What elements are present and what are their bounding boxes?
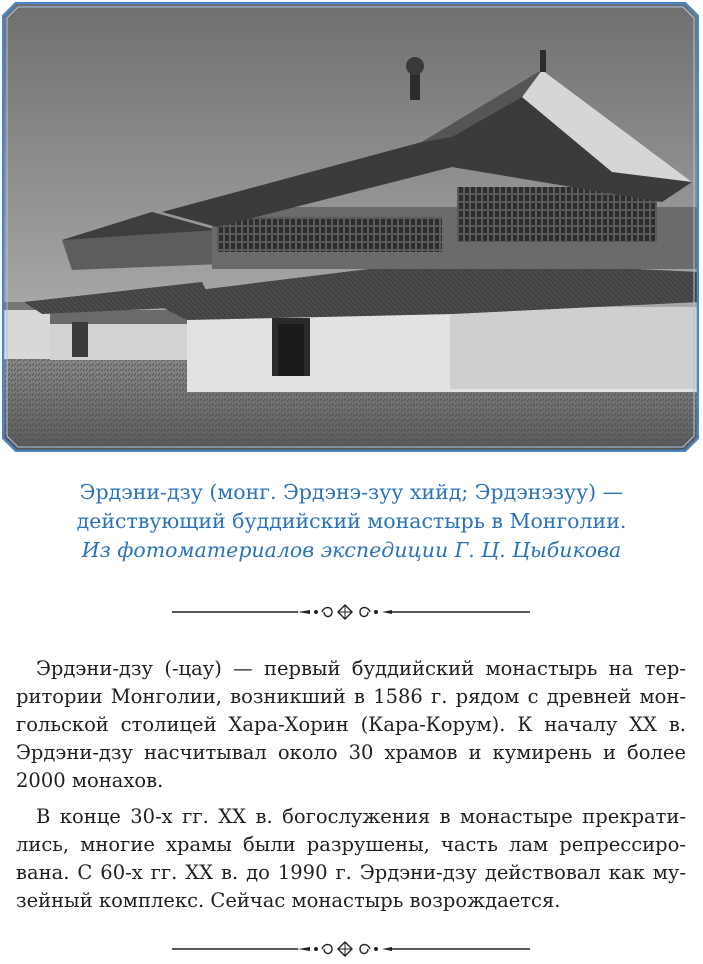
caption-line-1: Эрдэни-дзу (монг. Эрдэнэ-зуу хийд; Эрдэнэзуу) — bbox=[79, 480, 624, 504]
caption-line-2: действующий буддийский монастырь в Монголии. bbox=[76, 509, 627, 533]
ornamental-divider-bottom bbox=[170, 938, 532, 960]
article-body bbox=[16, 655, 686, 921]
monastery-photo bbox=[2, 2, 699, 452]
paragraph-1: Эрдэни-дзу (-цау) — первый буддийский монастырь на территории Монголии, возникший в 1586 г. рядом с древней монгольской столицей Хара-Хорин (Кара-Корум). К началу XX в. Эрдэни-дзу насчитывал около 30 храмов и кумирень и более 2000 монахов. bbox=[16, 657, 686, 792]
ornamental-divider bbox=[170, 601, 532, 623]
paragraph-2: В конце 30-х гг. XX в. богослужения в монастыре прекратились, многие храмы были разрушены, часть лам репрессирована. С 60-х гг. XX в. до 1990 г. Эрдэни-дзу действовал как музейный комплекс. Сейчас монастырь возрождается. bbox=[16, 805, 686, 912]
caption-credit: Из фотоматериалов экспедиции Г. Ц. Цыбикова bbox=[81, 538, 622, 562]
photo-caption bbox=[0, 478, 703, 565]
